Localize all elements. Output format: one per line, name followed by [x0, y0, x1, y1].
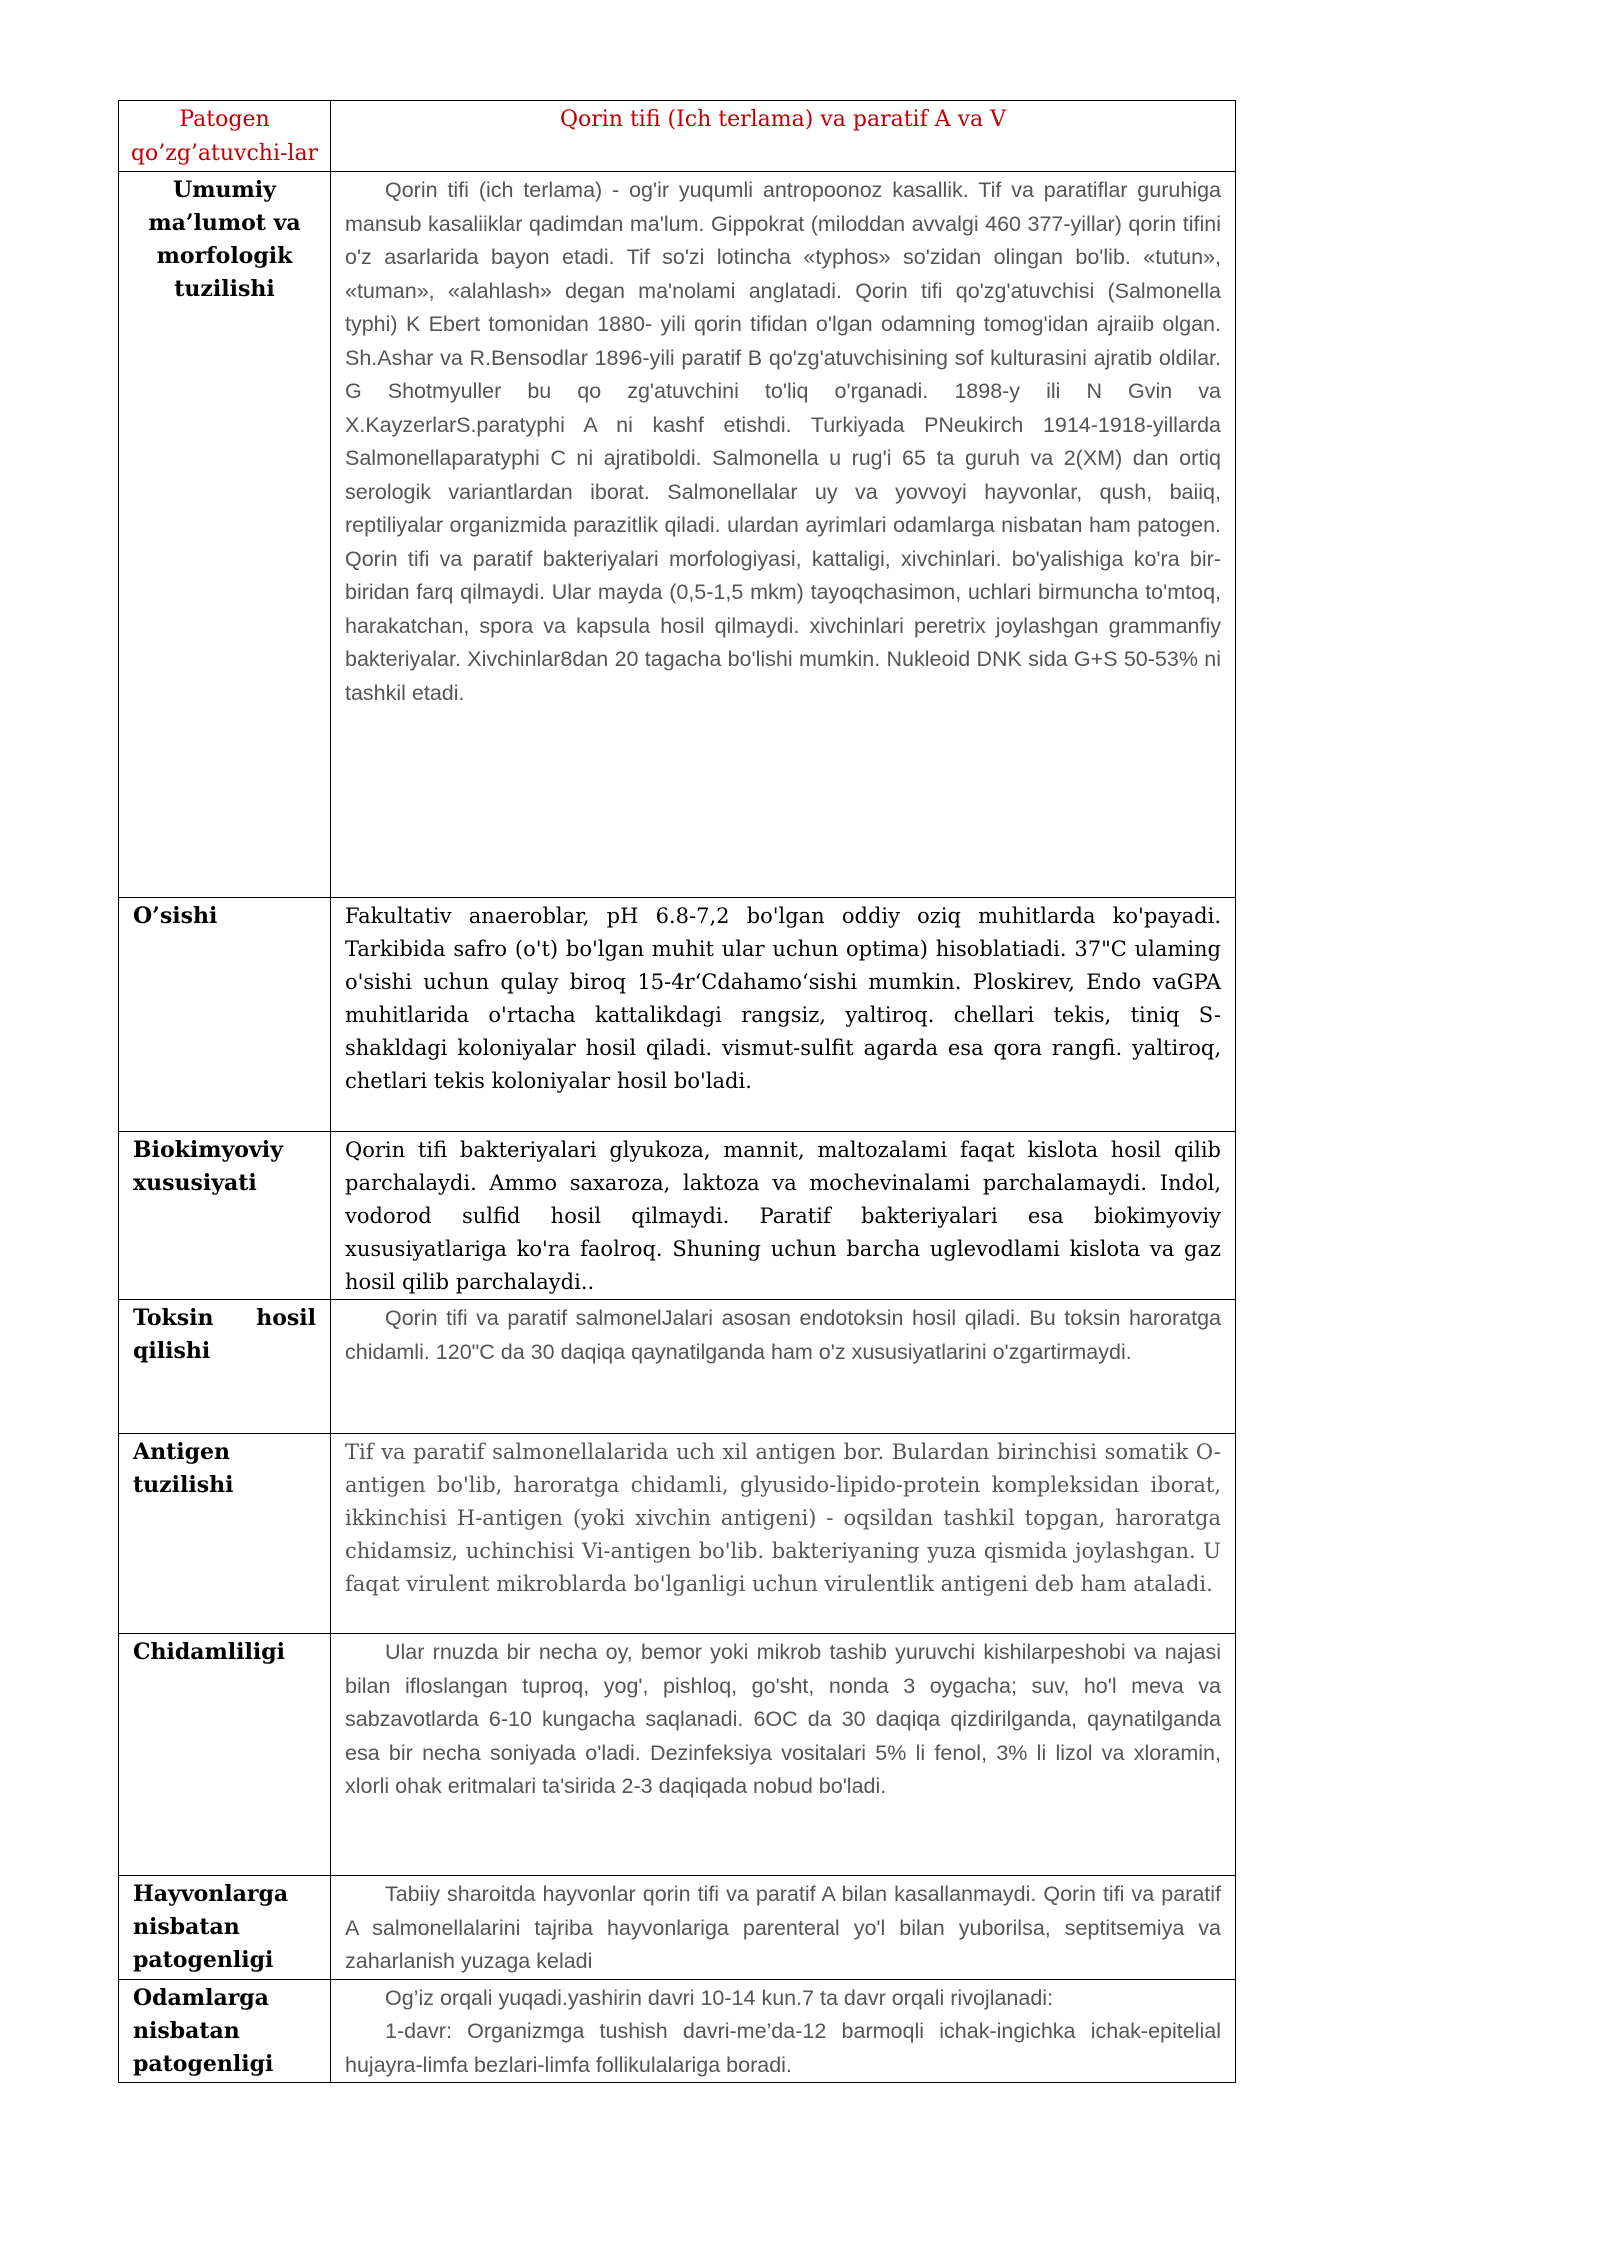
- header-left-cell: Patogen qo’zg’atuvchi-lar: [119, 101, 331, 172]
- row-text-odamlarga: [331, 1979, 1236, 2083]
- table-row: [119, 1300, 1236, 1434]
- table-row: [119, 1434, 1236, 1634]
- table-row: [119, 1979, 1236, 2083]
- row-label-umumiy: Umumiy ma’lumot va morfologik tuzilishi: [119, 172, 331, 898]
- odamlarga-paragraph-1: Og’iz orqali yuqadi.yashirin davri 10-14 kun.7 ta davr orqali rivojlanadi:: [385, 1985, 1054, 2010]
- row-text-chidamliligi: Ular rnuzda bir necha oy, bemor yoki mikrob tashib yuruvchi kishilarpeshobi va najasi bilan ifloslangan tuproq, yog', pishloq, go'sht, nonda 3 oygacha; suv, ho'l meva va sabzavotlarda 6-10 kungacha saqlanadi. 6OC da 30 daqiqa qizdirilganda, qaynatilganda esa bir necha soniyada o'ladi. Dezinfeksiya vositalari 5% li fenol, 3% li lizol va xloramin, xlorli ohak eritmalari ta'sirida 2-3 daqiqada nobud bo'ladi.: [331, 1634, 1236, 1876]
- pathogen-table: [118, 100, 1236, 2083]
- row-label-chidamliligi: Chidamliligi: [119, 1634, 331, 1876]
- header-right-cell: Qorin tifi (Ich terlama) va paratif A va V: [331, 101, 1236, 172]
- row-label-biokimyoviy: Biokimyoviy xususiyati: [119, 1132, 331, 1300]
- row-label-antigen: Antigen tuzilishi: [119, 1434, 331, 1634]
- row-label-toksin: Toksin hosil qilishi: [119, 1300, 331, 1434]
- row-text-biokimyoviy: Qorin tifi bakteriyalari glyukoza, mannit, maltozalami faqat kislota hosil qilib parchalaydi. Ammo saxaroza, laktoza va mochevinalami parchalamaydi. Indol, vodorod sulfid hosil qilmaydi. Paratif bakteriyalari esa biokimyoviy xususiyatlariga ko'ra faolroq. Shuning uchun barcha uglevodlami kislota va gaz hosil qilib parchalaydi..: [331, 1132, 1236, 1300]
- row-text-antigen: Tif va paratif salmonellalarida uch xil antigen bor. Bulardan birinchisi somatik O-antigen bo'lib, haroratga chidamli, glyusido-lipido-protein kompleksidan iborat, ikkinchisi H-antigen (yoki xivchin antigeni) - oqsildan tashkil topgan, haroratga chidamsiz, uchinchisi Vi-antigen bo'lib. bakteriyaning yuza qismida joylashgan. U faqat virulent mikroblarda bo'lganligi uchun virulentlik antigeni deb ham ataladi.: [331, 1434, 1236, 1634]
- row-text-umumiy: Qorin tifi (ich terlama) - og'ir yuqumli antropoonoz kasallik. Tif va paratiflar guruhiga mansub kasaliiklar qadimdan ma'lum. Gippokrat (miloddan avvalgi 460 377-yillar) qorin tifini o'z asarlarida bayon etadi. Tif so'zi lotincha «typhos» so'zidan olingan bo'lib. «tutun», «tuman», «alahlash» degan ma'nolami anglatadi. Qorin tifi qo'zg'atuvchisi (Salmonella typhi) K Ebert tomonidan 1880- yili qorin tifidan o'lgan odamning tomog'idan ajraiib olgan. Sh.Ashar va R.Bensodlar 1896-yili paratif B qo'zg'atuvchisining sof kulturasini ajratib oldilar. G Shotmyuller bu qo zg'atuvchini to'liq o'rganadi. 1898-y ili N Gvin va X.KayzerlarS.paratyphi A ni kashf etishdi. Turkiyada PNeukirch 1914-1918-yillarda Salmonellaparatyphi C ni ajratiboldi. Salmonella u rug'i 65 ta guruh va 2(XM) dan ortiq serologik variantlardan iborat. Salmonellalar uy va yovvoyi hayvonlar, qush, baiiq, reptiliyalar organizmida parazitlik qiladi. ulardan ayrimlari odamlarga nisbatan ham patogen. Qorin tifi va paratif bakteriyalari morfologiyasi, kattaligi, xivchinlari. bo'yalishiga ko'ra bir-biridan farq qilmaydi. Ular mayda (0,5-1,5 mkm) tayoqchasimon, uchlari birmuncha to'mtoq, harakatchan, spora va kapsula hosil qilmaydi. xivchinlari peretrix joylashgan grammanfiy bakteriyalar. Xivchinlar8dan 20 tagacha bo'lishi mumkin. Nukleoid DNK sida G+S 50-53% ni tashkil etadi.: [331, 172, 1236, 898]
- table-row: [119, 1634, 1236, 1876]
- table-row: [119, 898, 1236, 1132]
- table-row: [119, 1876, 1236, 1980]
- row-text-toksin: Qorin tifi va paratif salmonelJalari asosan endotoksin hosil qiladi. Bu toksin haroratga chidamli. 120"C da 30 daqiqa qaynatilganda ham o'z xususiyatlarini o'zgartirmaydi.: [331, 1300, 1236, 1434]
- row-text-hayvonlarga: Tabiiy sharoitda hayvonlar qorin tifi va paratif A bilan kasallanmaydi. Qorin tifi va paratif A salmonellalarini tajriba hayvonlariga parenteral yo'l bilan yuborilsa, septitsemiya va zaharlanish yuzaga keladi: [331, 1876, 1236, 1980]
- table-row: [119, 172, 1236, 898]
- row-label-osishi: O’sishi: [119, 898, 331, 1132]
- row-text-osishi: Fakultativ anaeroblar, pH 6.8-7,2 bo'lgan oddiy oziq muhitlarda ko'payadi. Tarkibida safro (o't) bo'lgan muhit ular uchun optima) hisoblatiadi. 37"C ulaming o'sishi uchun qulay biroq 15-4r‘Cdahamo‘sishi mumkin. Ploskirev, Endo vaGPA muhitlarida o'rtacha kattalikdagi rangsiz, yaltiroq. chellari tekis, tiniq S-shakldagi koloniyalar hosil qiladi. vismut-sulfit agarda esa qora rangfi. yaltiroq, chetlari tekis koloniyalar hosil bo'ladi.: [331, 898, 1236, 1132]
- row-label-odamlarga: Odamlarga nisbatan patogenligi: [119, 1979, 331, 2083]
- table-row: [119, 1132, 1236, 1300]
- row-label-hayvonlarga: Hayvonlarga nisbatan patogenligi: [119, 1876, 331, 1980]
- table-header-row: [119, 101, 1236, 172]
- odamlarga-paragraph-2: 1-davr: Organizmga tushish davri-me’da-12 barmoqli ichak-ingichka ichak-epitelial hujayra-limfa bezlari-limfa follikulalariga boradi.: [345, 2019, 1221, 2077]
